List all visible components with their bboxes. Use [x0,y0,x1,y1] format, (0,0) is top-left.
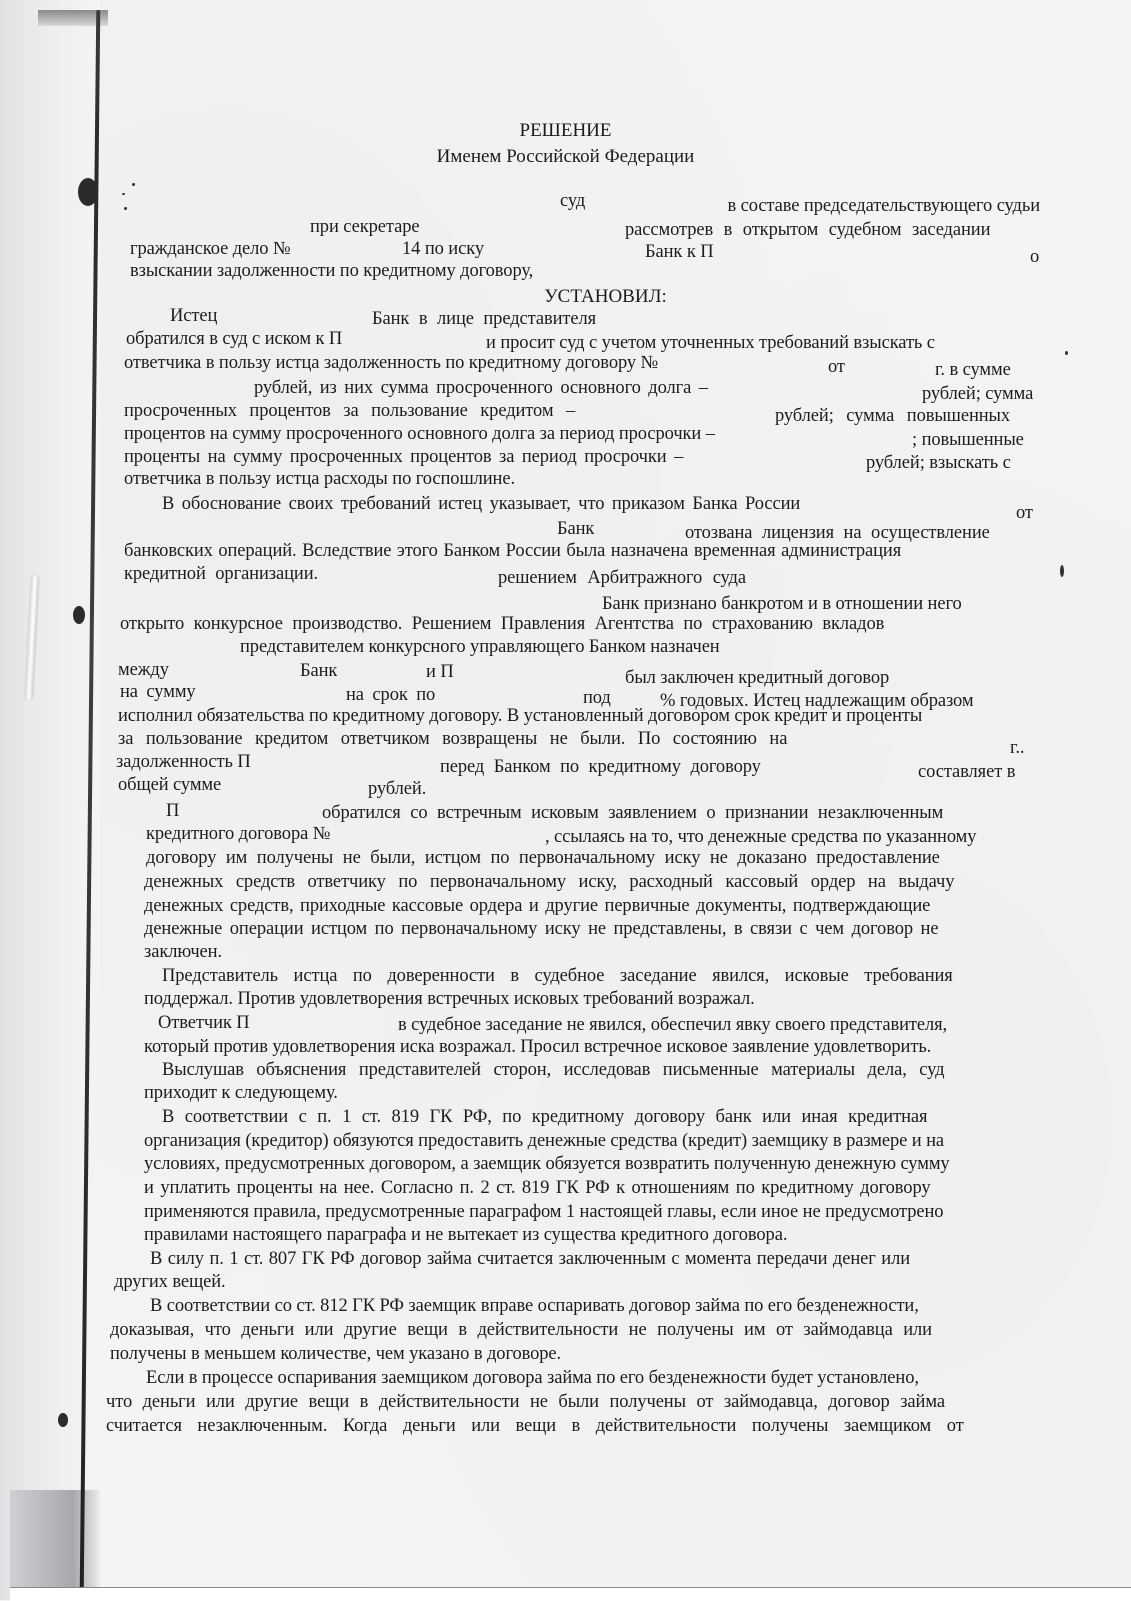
text-line: кредитной организации. [124,564,319,584]
text-line: Истец [170,306,218,326]
text-line: других вещей. [114,1272,226,1292]
text-line: рассмотрев в открытом судебном заседании [625,220,991,240]
text-line: взыскании задолженности по кредитному договору, [130,261,534,281]
text-line: от [828,357,845,377]
document-subtitle: Именем Российской Федерации [436,146,695,167]
text-line: рублей. [368,779,427,799]
text-line: считается незаключенным. Когда деньги или вещи в действительности получены заемщиком от [106,1416,964,1436]
text-line: задолженность П [116,752,251,772]
text-line: рублей, из них сумма просроченного основного долга – [254,378,708,398]
text-line: и просит суд с учетом уточненных требований взыскать с [486,333,935,353]
text-line: за пользование кредитом ответчиком возвращены не были. По состоянию на [118,729,788,749]
text-line: заключен. [144,942,222,962]
binding-knot [78,178,98,206]
document-title: РЕШЕНИЕ [519,120,612,141]
text-line: поддержал. Против удовлетворения встречных исковых требований возражал. [144,989,755,1009]
text-line: Банк в лице представителя [372,309,597,329]
text-line: В обоснование своих требований истец указывает, что приказом Банка России [162,494,801,514]
text-line: проценты на сумму просроченных процентов за период просрочки – [124,447,684,467]
text-line: правилами настоящего параграфа и не вытекает из существа кредитного договора. [144,1225,788,1245]
text-line: открыто конкурсное производство. Решением Правления Агентства по страхованию вкладов [120,614,885,634]
scan-bottom-edge [10,1587,1131,1601]
text-line: рублей; сумма повышенных [775,406,1011,426]
text-line: о [1030,247,1040,267]
text-line: договору им получены не были, истцом по первоначальному иску не доказано предоставление [146,848,940,868]
text-line: % годовых. Истец надлежащим образом [660,691,974,711]
text-line: В силу п. 1 ст. 807 ГК РФ договор займа считается заключенным с момента передачи денег или [150,1249,911,1269]
text-line: рублей; сумма [922,384,1034,404]
text-line: ; повышенные [912,430,1024,450]
text-line: денежных средств, приходные кассовые ордера и другие первичные документы, подтверждающие [144,896,931,916]
text-line: Банк [300,661,338,681]
text-line: что деньги или другие вещи в действительности не были получены от займодавца, договор займа [106,1392,945,1412]
text-line: организация (кредитор) обязуются предоставить денежные средства (кредит) заемщику в размере и на [144,1131,945,1151]
text-line: ответчика в пользу истца задолженность по кредитному договору № [124,353,659,373]
text-line: Если в процессе оспаривания заемщиком договора займа по его безденежности будет установлено, [146,1368,919,1388]
text-line: обратился в суд с иском к П [126,329,343,349]
text-line: при секретаре [310,217,420,237]
text-line: гражданское дело № [130,239,291,259]
scan-speck [132,183,135,186]
text-line: Банк [557,519,595,539]
text-line: П [166,801,180,821]
text-line: процентов на сумму просроченного основного долга за период просрочки – [124,424,715,444]
text-line: кредитного договора № [146,824,331,844]
text-line: и П [426,662,454,682]
scan-speck [122,193,125,195]
text-line: применяются правила, предусмотренные параграфом 1 настоящей главы, если иное не предусмотрено [144,1202,944,1222]
text-line: г.. [1010,738,1025,758]
text-line: обратился со встречным исковым заявлением о признании незаключенным [322,803,944,823]
text-line: Банк к П [645,242,714,262]
text-line: Банк признано банкротом и в отношении него [602,594,962,614]
text-line: в судебное заседание не явился, обеспечил явку своего представителя, [398,1015,948,1035]
text-line: суд [560,191,586,211]
text-line: и уплатить проценты на нее. Согласно п. 2 ст. 819 ГК РФ к отношениям по кредитному договору [144,1178,931,1198]
text-line: представителем конкурсного управляющего Банком назначен [240,637,720,657]
text-line: общей сумме [118,775,222,795]
text-line: денежных средств ответчику по первоначальному иску, расходный кассовый ордер на выдачу [144,872,955,892]
text-line: 14 по иску [402,239,484,259]
text-line: , ссылаясь на то, что денежные средства по указанному [545,827,977,847]
scan-speck [1065,351,1068,355]
text-line: составляет в [918,762,1016,782]
binding-knot [73,606,85,624]
text-line: банковских операций. Вследствие этого Банком России была назначена временная администрация [124,541,902,561]
text-line: решением Арбитражного суда [498,568,746,588]
text-line: В соответствии с п. 1 ст. 819 ГК РФ, по кредитному договору банк или иная кредитная [162,1107,928,1127]
text-line: доказывая, что деньги или другие вещи в действительности не получены им от займодавца или [110,1320,932,1340]
text-line: исполнил обязательства по кредитному договору. В установленный договором срок кредит и проценты [118,706,923,726]
text-line: приходит к следующему. [144,1083,338,1103]
section-heading: УСТАНОВИЛ: [544,286,667,307]
text-line: от [1016,503,1033,523]
text-line: В соответствии со ст. 812 ГК РФ заемщик вправе оспаривать договор займа по его безденежности, [150,1296,919,1316]
text-line: на срок по [346,685,436,705]
text-line: Выслушав объяснения представителей сторон, исследовав письменные материалы дела, суд [162,1060,945,1080]
text-line: рублей; взыскать с [866,453,1011,473]
text-line: денежные операции истцом по первоначальному иску не представлены, в связи с чем договор не [144,919,939,939]
binding-knot [58,1413,68,1427]
text-line: г. в сумме [935,360,1011,380]
text-line: был заключен кредитный договор [625,668,890,688]
scan-speck [1060,565,1064,577]
text-line: который против удовлетворения иска возражал. Просил встречное исковое заявление удовлетворить. [144,1037,932,1057]
text-line: под [583,688,611,708]
text-line: просроченных процентов за пользование кредитом – [124,401,576,421]
text-line: на сумму [120,682,196,702]
text-line: ответчика в пользу истца расходы по госпошлине. [124,469,515,489]
scan-bottom-shadow [10,1490,100,1590]
text-line: Ответчик П [158,1013,250,1033]
text-line: получены в меньшем количестве, чем указано в договоре. [110,1344,562,1364]
text-line: отозвана лицензия на осуществление [685,523,990,543]
text-line: между [118,660,169,680]
text-line: перед Банком по кредитному договору [440,757,761,777]
scan-speck [124,207,127,210]
text-line: условиях, предусмотренных договором, а заемщик обязуется возвратить полученную денежную сумму [144,1154,950,1174]
text-line: Представитель истца по доверенности в судебное заседание явился, исковые требования [162,966,953,986]
text-line: в составе председательствующего судьи [727,196,1040,216]
